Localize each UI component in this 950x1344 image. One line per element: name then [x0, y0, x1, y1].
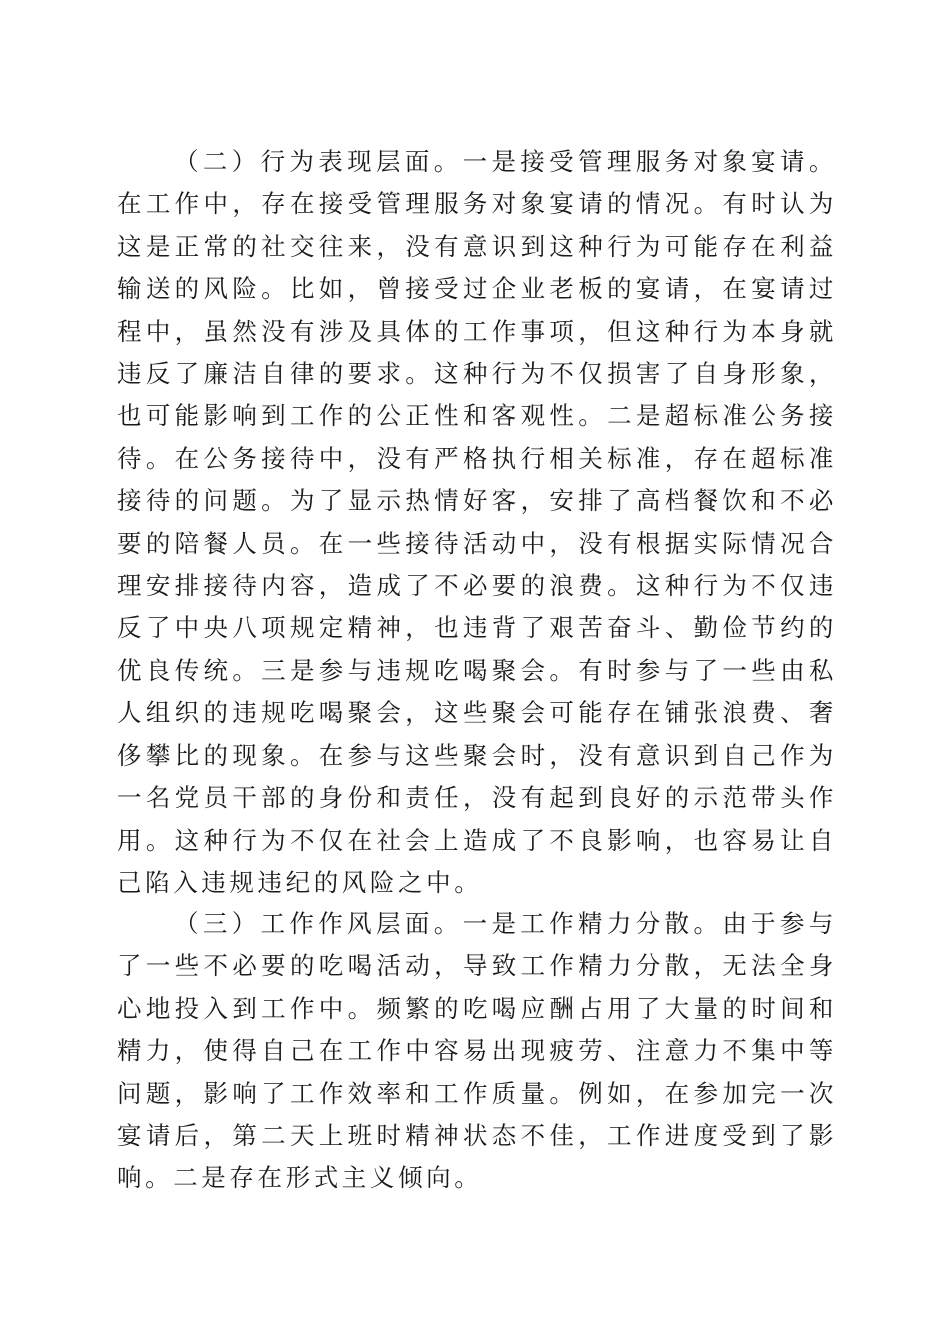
- section-heading: （三）工作作风层面。: [174, 909, 463, 938]
- section-heading: （二）行为表现层面。: [174, 147, 463, 176]
- paragraph-body: 一是接受管理服务对象宴请。在工作中，存在接受管理服务对象宴请的情况。有时认为这是正常的社交往来，没有意识到这种行为可能存在利益输送的风险。比如，曾接受过企业老板的宴请，在宴请过程中，虽然没有涉及具体的工作事项，但这种行为本身就违反了廉洁自律的要求。这种行为不仅损害了自身形象，也可能影响到工作的公正性和客观性。二是超标准公务接待。在公务接待中，没有严格执行相关标准，存在超标准接待的问题。为了显示热情好客，安排了高档餐饮和不必要的陪餐人员。在一些接待活动中，没有根据实际情况合理安排接待内容，造成了不必要的浪费。这种行为不仅违反了中央八项规定精神，也违背了艰苦奋斗、勤俭节约的优良传统。三是参与违规吃喝聚会。有时参与了一些由私人组织的违规吃喝聚会，这些聚会可能存在铺张浪费、奢侈攀比的现象。在参与这些聚会时，没有意识到自己作为一名党员干部的身份和责任，没有起到良好的示范带头作用。这种行为不仅在社会上造成了不良影响，也容易让自己陷入违规违纪的风险之中。: [117, 147, 837, 897]
- paragraph-text: [117, 903, 837, 1200]
- paragraph-behavior: [117, 141, 837, 904]
- paragraph-text: [117, 141, 837, 904]
- paragraph-body: 一是工作精力分散。由于参与了一些不必要的吃喝活动，导致工作精力分散，无法全身心地投入到工作中。频繁的吃喝应酬占用了大量的时间和精力，使得自己在工作中容易出现疲劳、注意力不集中等问题，影响了工作效率和工作质量。例如，在参加完一次宴请后，第二天上班时精神状态不佳，工作进度受到了影响。二是存在形式主义倾向。: [117, 909, 837, 1193]
- paragraph-work-style: [117, 903, 837, 1200]
